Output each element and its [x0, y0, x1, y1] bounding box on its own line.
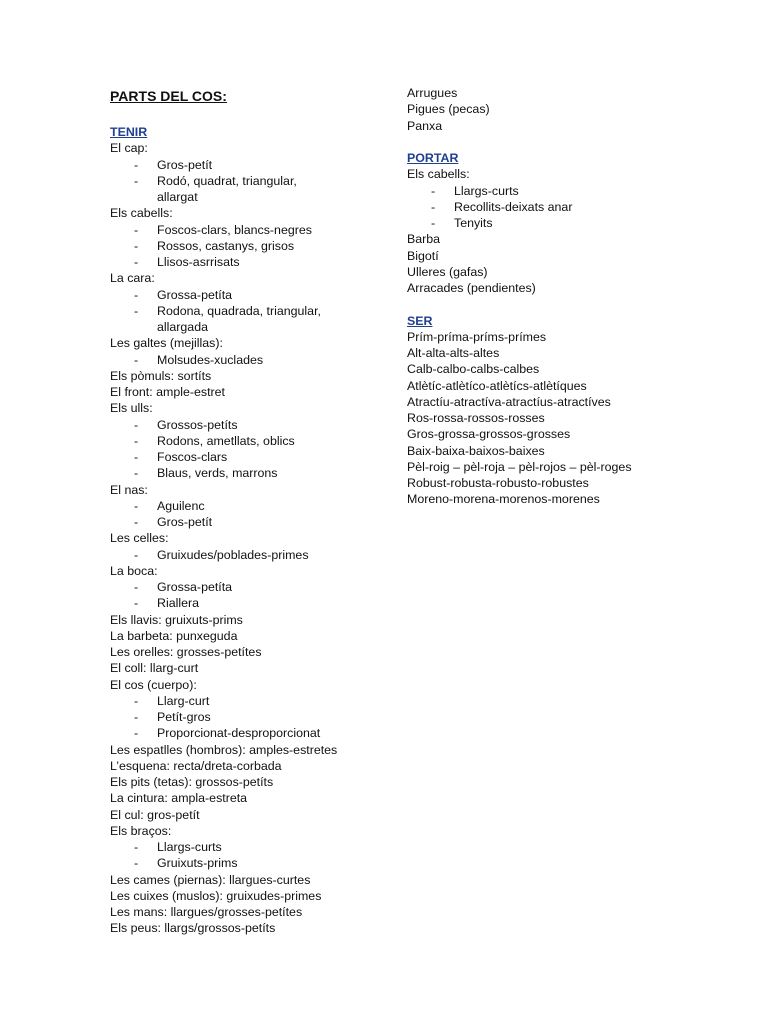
group-label: Els pits (tetas): grossos-petíts	[110, 775, 274, 789]
list-line: Moreno-morena-morenos-morenes	[407, 492, 600, 507]
list-line: Pèl-roig – pèl-roja – pèl-rojos – pèl-roges	[407, 459, 632, 474]
bullet-dash: -	[134, 466, 139, 481]
bullet-text: Gruixudes/poblades-primes	[157, 547, 309, 562]
group-label: Les cames (piernas): llargues-curtes	[110, 872, 311, 887]
list-line: Ros-rossa-rossos-rosses	[407, 411, 545, 425]
portar-lines	[407, 231, 707, 296]
group-label: El cos (cuerpo):	[110, 677, 197, 692]
group-label: El nas:	[110, 482, 148, 497]
list-line: Gros-grossa-grossos-grosses	[407, 427, 571, 442]
bullet-item	[407, 199, 707, 215]
bullet-dash: -	[134, 287, 139, 302]
list-line: Bigotí	[407, 248, 439, 263]
bullet-item	[110, 449, 380, 465]
bullet-dash: -	[134, 547, 139, 562]
group-label: La cara:	[110, 271, 155, 286]
group-label: Els cabells:	[110, 206, 173, 221]
bullet-text: Rossos, castanys, grisos	[157, 238, 295, 253]
bullet-text: Tenyits	[454, 216, 493, 230]
bullet-item	[110, 222, 380, 238]
bullet-text: Recollits-deixats anar	[454, 199, 573, 214]
bullet-text: Gros-petít	[157, 157, 213, 172]
bullet-item	[110, 498, 380, 514]
group-label: Els ulls:	[110, 401, 153, 416]
tenir-list	[110, 140, 380, 936]
bullet-item	[110, 514, 380, 530]
bullet-text: Rodons, ametllats, oblics	[157, 433, 295, 448]
bullet-item	[110, 157, 380, 173]
bullet-text: Rodona, quadrada, triangular, allargada	[157, 303, 321, 334]
spacer	[407, 296, 707, 312]
bullet-item	[110, 839, 380, 855]
group-label: Els pòmuls: sortíts	[110, 368, 212, 383]
group-label: La barbeta: punxeguda	[110, 628, 238, 643]
group-label: Les mans: llargues/grosses-petítes	[110, 905, 303, 919]
group-label: El coll: llarg-curt	[110, 661, 199, 676]
bullet-item	[110, 254, 380, 270]
bullet-item	[110, 287, 380, 303]
bullet-dash: -	[134, 303, 139, 318]
bullet-dash: -	[134, 352, 139, 367]
list-line: Panxa	[407, 118, 443, 133]
bullet-item	[110, 465, 380, 481]
bullet-item	[110, 303, 380, 336]
page-title: PARTS DEL COS:	[110, 88, 227, 104]
section-heading-tenir: TENIR	[110, 125, 148, 139]
bullet-item	[407, 183, 707, 199]
bullet-dash: -	[134, 840, 139, 854]
bullet-text: Grossos-petíts	[157, 417, 238, 432]
list-line: Baix-baixa-baixos-baixes	[407, 443, 545, 458]
tenir-continued-list	[407, 85, 707, 134]
bullet-dash: -	[431, 216, 436, 230]
bullet-dash: -	[134, 693, 139, 708]
list-line: Prím-príma-príms-prímes	[407, 329, 547, 344]
group-label: Els llavis: gruixuts-prims	[110, 612, 243, 627]
bullet-dash: -	[134, 238, 139, 253]
group-label: Les orelles: grosses-petítes	[110, 645, 262, 659]
ser-lines	[407, 329, 707, 508]
bullet-dash: -	[431, 199, 436, 214]
list-line: Calb-calbo-calbs-calbes	[407, 362, 540, 377]
portar-bullets	[407, 183, 707, 232]
bullet-item	[407, 215, 707, 231]
bullet-item	[110, 693, 380, 709]
bullet-dash: -	[134, 222, 139, 237]
bullet-text: Gruixuts-prims	[157, 856, 238, 871]
group-label: Les celles:	[110, 531, 169, 546]
bullet-item	[110, 579, 380, 595]
list-line: Barba	[407, 232, 441, 247]
bullet-item	[110, 433, 380, 449]
bullet-text: Llisos-asrrisats	[157, 255, 240, 269]
group-label: Les cuixes (muslos): gruixudes-primes	[110, 888, 322, 903]
bullet-item	[110, 352, 380, 368]
section-heading-ser: SER	[407, 313, 433, 328]
bullet-dash: -	[134, 856, 139, 871]
group-label: El cul: gros-petít	[110, 807, 200, 822]
list-line: Arrugues	[407, 86, 458, 100]
bullet-text: Llargs-curts	[454, 183, 519, 198]
section-heading-portar: PORTAR	[407, 151, 459, 165]
bullet-dash: -	[134, 173, 139, 188]
bullet-dash: -	[134, 433, 139, 448]
bullet-text: Blaus, verds, marrons	[157, 466, 278, 481]
bullet-item	[110, 725, 380, 741]
bullet-text: Foscos-clars	[157, 450, 228, 464]
bullet-item	[110, 595, 380, 611]
portar-label: Els cabells:	[407, 167, 470, 182]
bullet-text: Riallera	[157, 596, 200, 611]
bullet-text: Aguilenc	[157, 498, 205, 513]
list-line: Robust-robusta-robusto-robustes	[407, 476, 589, 490]
bullet-dash: -	[134, 255, 139, 269]
group-label: Els peus: llargs/grossos-petíts	[110, 921, 276, 936]
group-label: Les espatlles (hombros): amples-estretes	[110, 742, 338, 757]
group-label: El front: ample-estret	[110, 385, 226, 399]
list-line: Atlètíc-atlètíco-atlètícs-atlètíques	[407, 378, 587, 393]
bullet-dash: -	[134, 515, 139, 529]
bullet-item	[110, 238, 380, 254]
group-label: La cintura: ampla-estreta	[110, 791, 248, 806]
group-label: La boca:	[110, 563, 158, 578]
bullet-item	[110, 709, 380, 725]
group-label: Els braços:	[110, 823, 172, 838]
bullet-item	[110, 855, 380, 871]
bullet-text: Molsudes-xuclades	[157, 352, 264, 367]
bullet-dash: -	[134, 157, 139, 172]
list-line: Alt-alta-alts-altes	[407, 346, 500, 360]
bullet-dash: -	[134, 498, 139, 513]
bullet-item	[110, 417, 380, 433]
bullet-text: Petít-gros	[157, 710, 211, 724]
bullet-text: Grossa-petíta	[157, 287, 233, 302]
bullet-dash: -	[134, 450, 139, 464]
bullet-text: Rodó, quadrat, triangular, allargat	[157, 173, 297, 204]
list-line: Atractíu-atractíva-atractíus-atractíves	[407, 394, 611, 409]
list-line: Ulleres (gafas)	[407, 264, 488, 279]
bullet-item	[110, 173, 380, 206]
bullet-dash: -	[134, 580, 139, 594]
bullet-text: Foscos-clars, blancs-negres	[157, 222, 312, 237]
list-line: Arracades (pendientes)	[407, 281, 536, 295]
bullet-dash: -	[431, 183, 436, 198]
spacer	[407, 134, 707, 150]
bullet-text: Llargs-curts	[157, 840, 222, 854]
bullet-dash: -	[134, 726, 139, 741]
bullet-text: Gros-petít	[157, 515, 213, 529]
bullet-text: Llarg-curt	[157, 693, 210, 708]
right-column	[407, 85, 707, 508]
bullet-dash: -	[134, 417, 139, 432]
bullet-text: Proporcionat-desproporcionat	[157, 726, 321, 741]
group-label: El cap:	[110, 141, 148, 156]
bullet-text: Grossa-petíta	[157, 580, 233, 594]
bullet-dash: -	[134, 596, 139, 611]
list-line: Pigues (pecas)	[407, 102, 490, 117]
bullet-item	[110, 547, 380, 563]
bullet-dash: -	[134, 710, 139, 724]
group-label: L’esquena: recta/dreta-corbada	[110, 758, 282, 773]
left-column	[110, 85, 380, 937]
group-label: Les galtes (mejillas):	[110, 336, 223, 351]
